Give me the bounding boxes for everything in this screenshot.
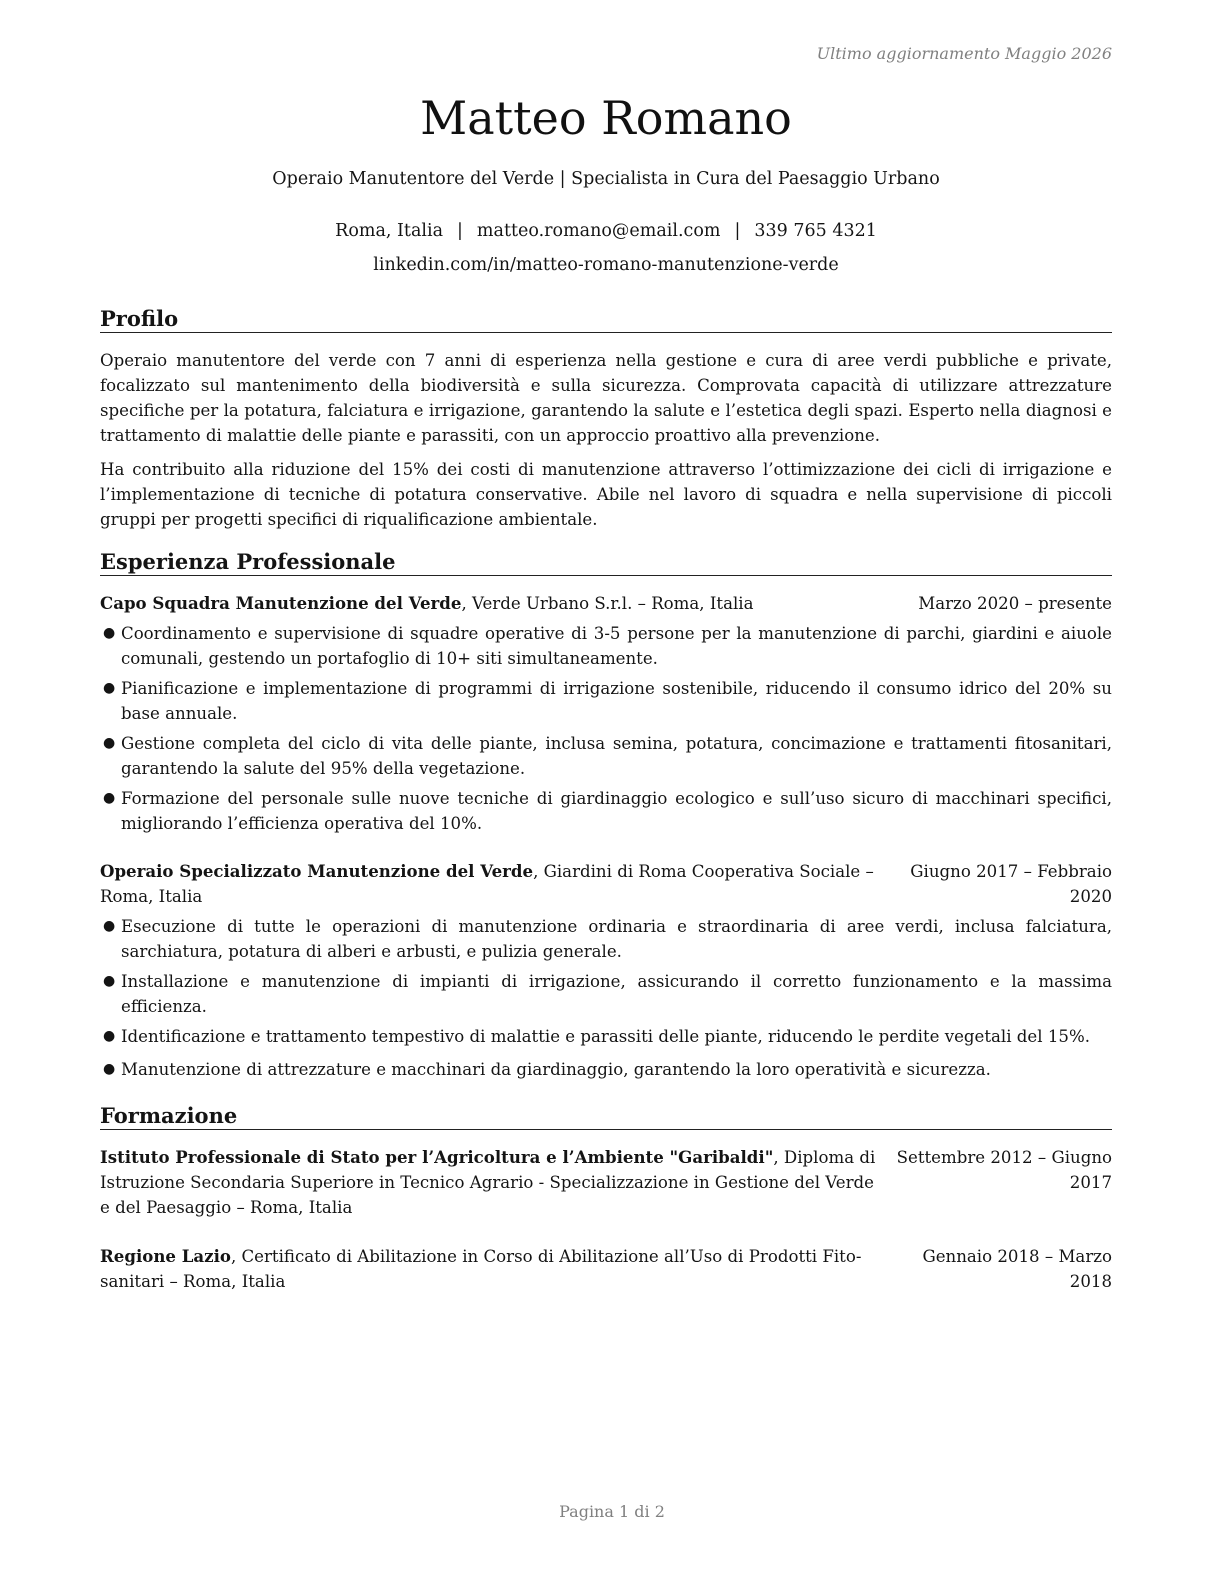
job-bullets	[100, 914, 1112, 1087]
education-text	[100, 1244, 861, 1294]
education-degree-line2: Istruzione Secondaria Superiore in Tecnico Agrario - Specializzazione in Gestione del Verde	[100, 1173, 874, 1192]
bullet-text: Formazione del personale sulle nuove tecniche di giardinaggio ecologico e sull’uso sicuro di macchinari specifici, migliorando l’efficienza operativa del 10%.	[121, 789, 1112, 833]
education-school: Istituto Professionale di Stato per l’Agricoltura e l’Ambiente "Garibaldi"	[100, 1147, 774, 1167]
education-school: Regione Lazio	[100, 1246, 231, 1266]
job-dates	[910, 859, 1112, 909]
contact-email[interactable]: matteo.romano@email.com	[476, 221, 721, 241]
list-item: ● Formazione del personale sulle nuove tecniche di giardinaggio ecologico e sull’uso sicuro di macchinari specifici, migliorando l’efficienza operativa del 10%.	[103, 789, 1112, 833]
section-title-education: Formazione	[100, 1103, 1112, 1130]
education-item	[100, 1145, 1112, 1220]
profile-paragraph-2: Ha contribuito alla riduzione del 15% dei costi di manutenzione attraverso l’ottimizzazione dei cicli di irrigazione e l’implementazione di tecniche di potatura conservative. Abile nel lavoro di squadra e nella supervisione di piccoli gruppi per progetti specifici di riqualificazione ambientale.	[100, 460, 1112, 529]
job-org: , Giardini di Roma Cooperativa Sociale –	[533, 862, 874, 881]
job-title-line	[100, 591, 753, 616]
education-dates-line2: 2017	[1069, 1173, 1112, 1192]
bullet-text: Gestione completa del ciclo di vita delle piante, inclusa semina, potatura, concimazione e trattamenti fitosanitari, garantendo la salute del 95% della vegetazione.	[121, 734, 1112, 778]
bullet-text: Identificazione e trattamento tempestivo di malattie e parassiti delle piante, riducendo le perdite vegetali del 15%.	[121, 1027, 1090, 1046]
job-header	[100, 859, 1112, 909]
bullet-text: Pianificazione e implementazione di programmi di irrigazione sostenibile, riducendo il consumo idrico del 20% su base annuale.	[121, 679, 1112, 723]
job-dates-line1: Giugno 2017 – Febbraio	[910, 862, 1112, 881]
education-text	[100, 1145, 875, 1220]
page-number: Pagina 1 di 2	[559, 1502, 665, 1521]
list-item: ● Pianificazione e implementazione di programmi di irrigazione sostenibile, riducendo il consumo idrico del 20% su base annuale.	[103, 679, 1112, 723]
education-dates-line1: Gennaio 2018 – Marzo	[922, 1247, 1112, 1266]
job-dates: Marzo 2020 – presente	[918, 594, 1112, 613]
candidate-subtitle: Operaio Manutentore del Verde | Specialista in Cura del Paesaggio Urbano	[272, 169, 940, 189]
list-item: ● Coordinamento e supervisione di squadre operative di 3-5 persone per la manutenzione di parchi, giardini e aiuole comunali, gestendo un portafoglio di 10+ siti simultaneamente.	[103, 624, 1112, 668]
education-degree-line3: e del Paesaggio – Roma, Italia	[100, 1198, 353, 1217]
education-dates	[891, 1145, 1112, 1195]
contact-phone: 339 765 4321	[754, 221, 877, 241]
bullet-text: Manutenzione di attrezzature e macchinari da giardinaggio, garantendo la loro operatività e sicurezza.	[121, 1060, 991, 1079]
list-item: ● Identificazione e trattamento tempestivo di malattie e parassiti delle piante, riducendo le perdite vegetali del 15%.	[103, 1027, 1090, 1046]
section-title-experience: Esperienza Professionale	[100, 549, 1112, 576]
contact-linkedin[interactable]: linkedin.com/in/matteo-romano-manutenzione-verde	[373, 255, 839, 275]
job-title-line	[100, 859, 874, 909]
last-updated: Ultimo aggiornamento Maggio 2026	[816, 44, 1112, 63]
job-org: , Verde Urbano S.r.l. – Roma, Italia	[461, 594, 754, 613]
education-degree-line2: sanitari – Roma, Italia	[100, 1272, 286, 1291]
list-item: ● Gestione completa del ciclo di vita delle piante, inclusa semina, potatura, concimazione e trattamenti fitosanitari, garantendo la salute del 95% della vegetazione.	[103, 734, 1112, 778]
contact-line	[100, 219, 1112, 243]
job-bullets	[100, 621, 1112, 841]
contact-separator: |	[457, 221, 463, 241]
job-dates-line2: 2020	[1069, 887, 1112, 906]
section-title-profile: Profilo	[100, 306, 1112, 333]
list-item: ● Installazione e manutenzione di impianti di irrigazione, assicurando il corretto funzionamento e la massima efficienza.	[103, 972, 1112, 1016]
education-degree: , Certificato di Abilitazione in Corso di Abilitazione all’Uso di Prodotti Fito-	[230, 1247, 862, 1266]
education-item	[100, 1244, 1112, 1294]
contact-separator: |	[734, 221, 741, 241]
candidate-name: Matteo Romano	[420, 91, 792, 145]
list-item: ● Esecuzione di tutte le operazioni di manutenzione ordinaria e straordinaria di aree verdi, inclusa falciatura, sarchiatura, potatura di alberi e arbusti, e pulizia generale.	[103, 917, 1112, 961]
bullet-text: Installazione e manutenzione di impianti di irrigazione, assicurando il corretto funzionamento e la massima efficienza.	[121, 972, 1112, 1016]
education-dates-line2: 2018	[1069, 1272, 1112, 1291]
job-org-line2: Roma, Italia	[100, 887, 203, 906]
list-item: ● Manutenzione di attrezzature e macchinari da giardinaggio, garantendo la loro operatività e sicurezza.	[103, 1060, 991, 1079]
education-degree: , Diploma di	[773, 1148, 876, 1167]
education-dates-line1: Settembre 2012 – Giugno	[896, 1148, 1112, 1167]
bullet-text: Esecuzione di tutte le operazioni di manutenzione ordinaria e straordinaria di aree verdi, inclusa falciatura, sarchiatura, potatura di alberi e arbusti, e pulizia generale.	[121, 917, 1112, 961]
education-dates	[916, 1244, 1112, 1294]
contact-location: Roma, Italia	[335, 221, 444, 241]
bullet-text: Coordinamento e supervisione di squadre operative di 3-5 persone per la manutenzione di parchi, giardini e aiuole comunali, gestendo un portafoglio di 10+ siti simultaneamente.	[121, 624, 1112, 668]
job-role: Operaio Specializzato Manutenzione del Verde	[100, 861, 534, 881]
profile-paragraph-1: Operaio manutentore del verde con 7 anni di esperienza nella gestione e cura di aree verdi pubbliche e private, focalizzato sul mantenimento della biodiversità e sulla sicurezza. Comprovata capacità di utilizzare attrezzature specifiche per la potatura, falciatura e irrigazione, garantendo la salute e l’estetica degli spazi. Esperto nella diagnosi e trattamento di malattie delle piante e parassiti, con un approccio proattivo alla prevenzione.	[100, 351, 1112, 445]
job-role: Capo Squadra Manutenzione del Verde	[100, 593, 462, 613]
